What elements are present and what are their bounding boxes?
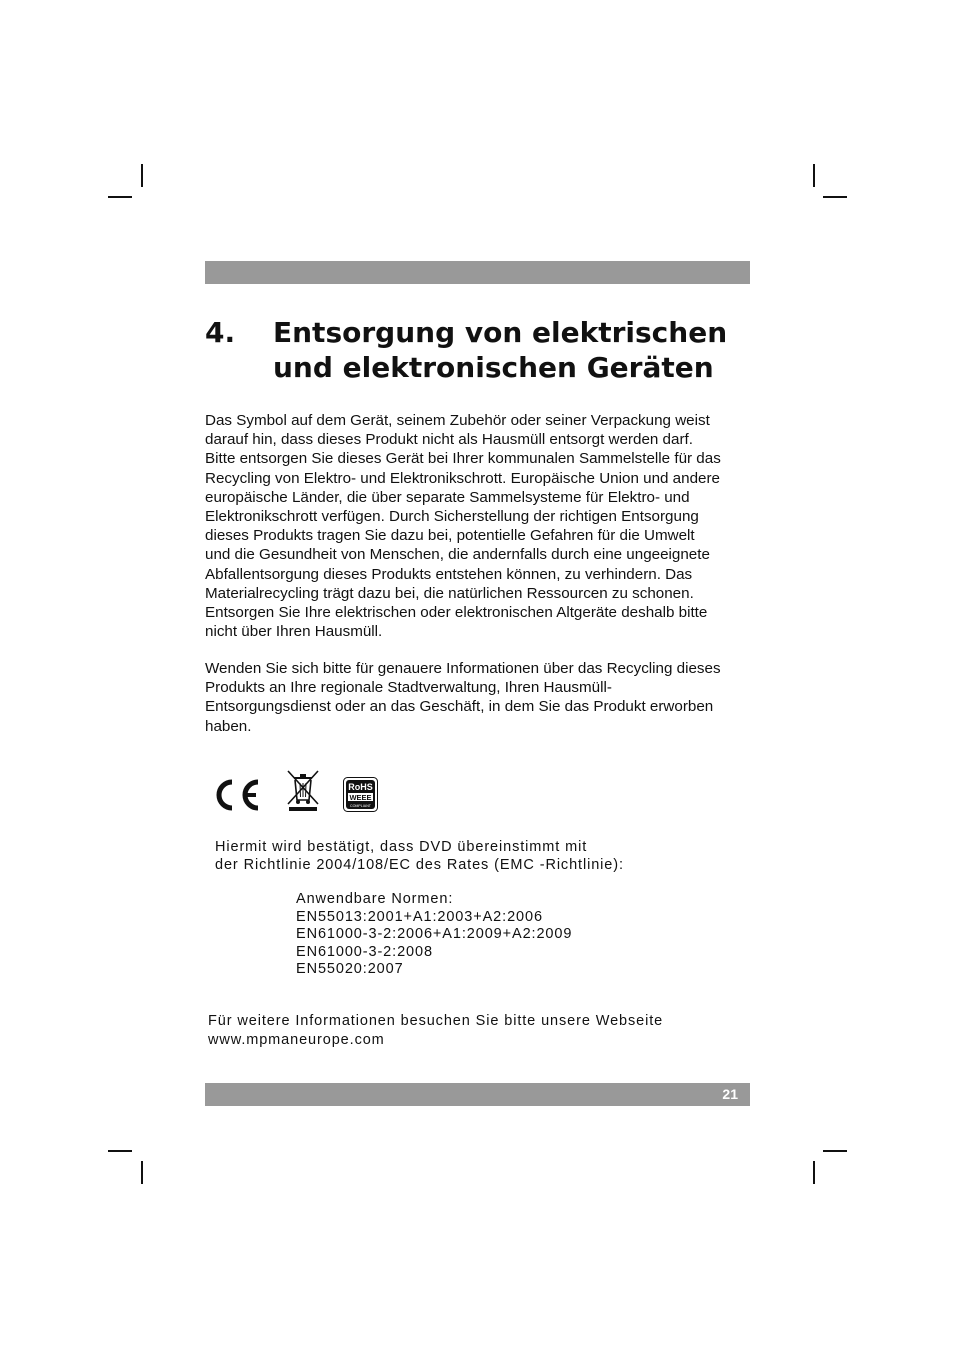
- section-title: [273, 315, 763, 385]
- rohs-label: RoHS: [348, 782, 373, 792]
- text-line: der Richtlinie 2004/108/EC des Rates (EMC -Richtlinie):: [215, 857, 624, 873]
- ce-mark-icon: [210, 778, 264, 812]
- norm-item: EN61000-3-2:2008: [296, 943, 433, 960]
- text-line: Hiermit wird bestätigt, dass DVD übereinstimmt mit: [215, 839, 588, 855]
- norm-item: EN61000-3-2:2006+A1:2009+A2:2009: [296, 926, 573, 943]
- text-line: und die Gesundheit von Menschen, die andernfalls durch eine ungeeignete: [205, 546, 710, 564]
- text-line: darauf hin, dass dieses Produkt nicht als Hausmüll entsorgt werden darf.: [205, 431, 693, 449]
- text-line: Abfallentsorgung dieses Produkts entstehen können, zu verhindern. Das: [205, 565, 693, 583]
- text-line: Entsorgungsdienst oder an das Geschäft, in dem Sie das Produkt erworben: [205, 698, 714, 716]
- conformity-declaration: [215, 838, 755, 874]
- section-number: 4.: [205, 316, 236, 349]
- text-line: Bitte entsorgen Sie dieses Gerät bei Ihrer kommunalen Sammelstelle für das: [205, 450, 721, 468]
- applicable-norms: [296, 891, 716, 979]
- header-bar: [205, 261, 750, 284]
- text-line: Entsorgen Sie Ihre elektrischen oder elektronischen Altgeräte deshalb bitte: [205, 604, 708, 622]
- text-line: haben.: [205, 717, 252, 735]
- rohs-weee-badge-icon: [343, 777, 378, 812]
- text-line: nicht über Ihren Hausmüll.: [205, 623, 383, 641]
- website-link[interactable]: www.mpmaneurope.com: [208, 1032, 385, 1048]
- contact-paragraph: [205, 659, 755, 736]
- text-line: Materialrecycling trägt dazu bei, die natürlichen Ressourcen zu schonen.: [205, 584, 694, 602]
- page-number: 21: [722, 1086, 738, 1102]
- norms-heading: Anwendbare Normen:: [296, 891, 454, 907]
- crossed-out-bin-icon: [285, 768, 321, 812]
- norm-item: EN55020:2007: [296, 961, 404, 978]
- text-line: Das Symbol auf dem Gerät, seinem Zubehör oder seiner Verpackung weist: [205, 412, 710, 429]
- section-title-line: und elektronischen Geräten: [273, 351, 714, 384]
- norm-item: EN55013:2001+A1:2003+A2:2006: [296, 908, 543, 925]
- section-title-line: Entsorgung von elektrischen: [273, 316, 728, 349]
- text-line: Elektronikschrott verfügen. Durch Sicherstellung der richtigen Entsorgung: [205, 508, 699, 526]
- text-line: dieses Produkts tragen Sie dazu bei, potentielle Gefahren für die Umwelt: [205, 527, 695, 545]
- weee-label: WEEE: [349, 793, 372, 802]
- compliant-label: COMPLIANT: [350, 804, 371, 808]
- text-line: Produkts an Ihre regionale Stadtverwaltung, Ihren Hausmüll-: [205, 679, 612, 697]
- text-line: Für weitere Informationen besuchen Sie bitte unsere Webseite: [208, 1013, 664, 1029]
- more-info: [208, 1012, 748, 1050]
- footer-bar: [205, 1083, 750, 1106]
- disposal-paragraph: [205, 411, 755, 641]
- text-line: europäische Länder, die über separate Sammelsysteme für Elektro- und: [205, 488, 690, 506]
- text-line: Recycling von Elektro- und Elektronikschrott. Europäische Union und andere: [205, 469, 720, 487]
- text-line: Wenden Sie sich bitte für genauere Informationen über das Recycling dieses: [205, 660, 721, 677]
